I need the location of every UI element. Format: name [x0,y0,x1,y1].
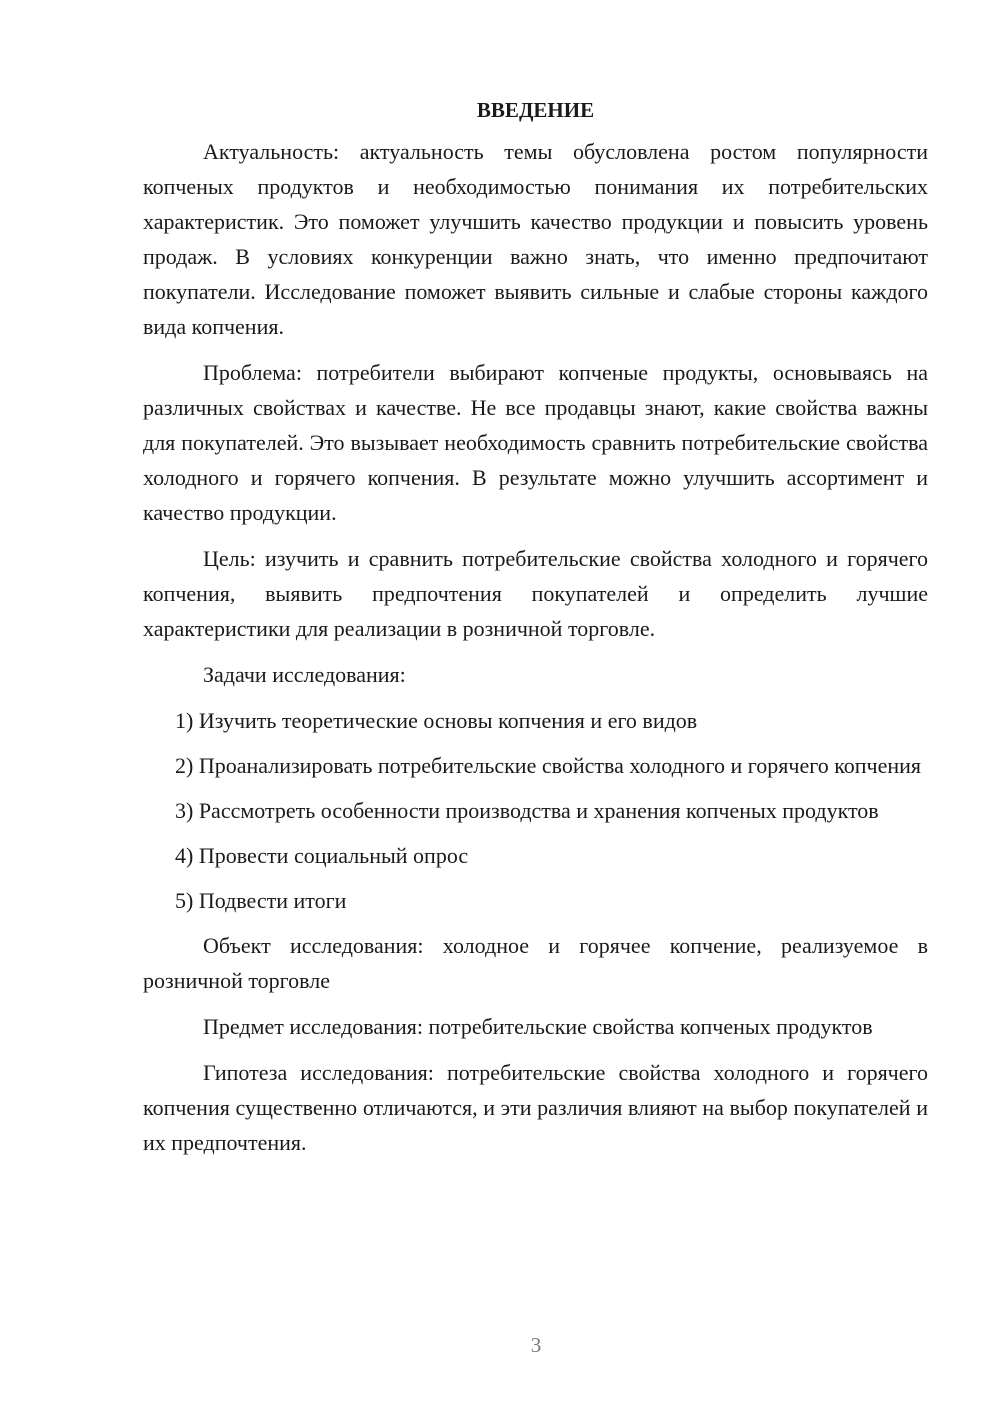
page-number: 3 [530,1333,542,1357]
list-item: 3) Рассмотреть особенности производства и хранения копченых продуктов [175,798,879,823]
list-item: 2) Проанализировать потребительские свойства холодного и горячего копчения [175,753,922,778]
page-content [143,93,928,1171]
page-title: ВВЕДЕНИЕ [476,98,595,122]
tasks-list [143,703,928,918]
subject-paragraph: Предмет исследования: потребительские свойства копченых продуктов [203,1014,873,1039]
list-item: 4) Провести социальный опрос [175,843,469,868]
hypothesis-paragraph: Гипотеза исследования: потребительские свойства холодного и горячего копчения существенно отличаются, и эти различия влияют на выбор покупателей и их предпочтения. [143,1060,928,1155]
tasks-heading: Задачи исследования: [203,662,406,687]
object-paragraph: Объект исследования: холодное и горячее копчение, реализуемое в розничной торговле [143,933,928,993]
goal-paragraph: Цель: изучить и сравнить потребительские свойства холодного и горячего копчения, выявить предпочтения покупателей и определить лучшие характеристики для реализации в розничной торговле. [143,546,928,641]
list-item: 5) Подвести итоги [175,888,347,913]
problem-paragraph: Проблема: потребители выбирают копченые продукты, основываясь на различных свойствах и качестве. Не все продавцы знают, какие свойства важны для покупателей. Это вызывает необходимость сравнить потребительские свойства холодного и горячего копчения. В результате можно улучшить ассортимент и качество продукции. [143,360,928,525]
list-item: 1) Изучить теоретические основы копчения и его видов [175,708,698,733]
relevance-paragraph: Актуальность: актуальность темы обусловлена ростом популярности копченых продуктов и необходимостью понимания их потребительских характеристик. Это поможет улучшить качество продукции и повысить уровень продаж. В условиях конкуренции важно знать, что именно предпочитают покупатели. Исследование поможет выявить сильные и слабые стороны каждого вида копчения. [143,139,928,339]
